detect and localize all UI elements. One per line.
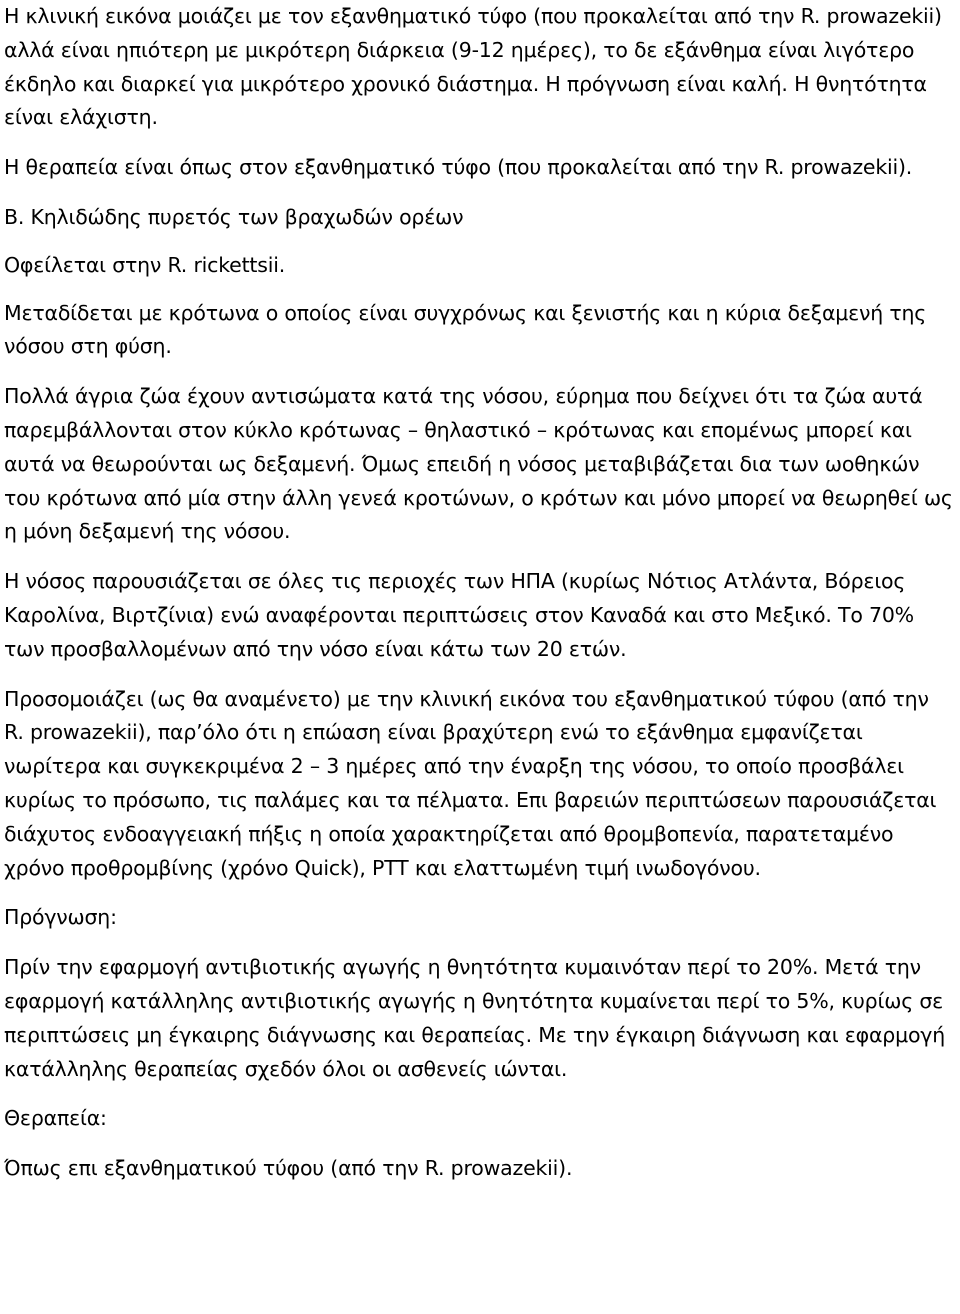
heading-therapy: Θεραπεία:	[4, 1106, 107, 1131]
paragraph-therapy: Όπως επι εξανθηματικού τύφου (από την R. prowazekii).	[4, 1156, 573, 1181]
paragraph-transmission: Μεταδίδεται με κρότωνα ο οποίος είναι συγχρόνως και ξενιστής και η κύρια δεξαμενή της νόσου στη φύση.	[4, 300, 927, 359]
paragraph-cause: Οφείλεται στην R. rickettsii.	[4, 252, 286, 277]
paragraph-symptoms: Προσομοιάζει (ως θα αναμένετο) με την κλινική εικόνα του εξανθηματικού τύφου (από την R. prowazekii), παρ’όλο ότι η επώαση είναι βραχύτερη ενώ το εξάνθημα εμφανίζεται νωρίτερα και συγκεκριμένα 2 – 3 ημέρες από την έναρξη της νόσου, το οποίο προσβάλει κυρίως το πρόσωπο, τις παλάμες και τα πέλματα. Επι βαρειών περιπτώσεων παρουσιάζεται διάχυτος ενδοαγγειακή πήξις η οποία χαρακτηρίζεται από θρομβοπενία, παρατεταμένο χρόνο προθρομβίνης (χρόνο Quick), PTT και ελαττωμένη τιμή ινωδογόνου.	[4, 686, 937, 880]
paragraph-geography: Η νόσος παρουσιάζεται σε όλες τις περιοχές των ΗΠΑ (κυρίως Νότιος Ατλάντα, Βόρειος Καρολίνα, Βιρτζίνια) ενώ αναφέρονται περιπτώσεις στον Καναδά και στο Μεξικό. Το 70% των προσβαλλομένων από την νόσο είναι κάτω των 20 ετών.	[4, 569, 914, 661]
section-heading-rocky-mountain-fever: Β. Κηλιδώδης πυρετός των βραχωδών ορέων	[4, 204, 464, 229]
paragraph-reservoir: Πολλά άγρια ζώα έχουν αντισώματα κατά της νόσου, εύρημα που δείχνει ότι τα ζώα αυτά παρεμβάλλονται στον κύκλο κρότωνας – θηλαστικό – κρότωνας και επομένως μπορεί και αυτά να θεωρούνται ως δεξαμενή. Όμως επειδή η νόσος μεταβιβάζεται δια των ωοθηκών του κρότωνα από μία στην άλλη γενεά κροτώνων, ο κρότων και μόνο μπορεί να θεωρηθεί ως η μόνη δεξαμενή της νόσου.	[4, 384, 953, 544]
document-page	[4, 0, 954, 1202]
paragraph-prognosis: Πρίν την εφαρμογή αντιβιοτικής αγωγής η θνητότητα κυμαινόταν περί το 20%. Μετά την εφαρμογή κατάλληλης αντιβιοτικής αγωγής η θνητότητα κυμαίνεται περί το 5%, κυρίως σε περιπτώσεις μη έγκαιρης διάγνωσης και θεραπείας. Με την έγκαιρη διάγνωση και εφαρμογή κατάλληλης θεραπείας σχεδόν όλοι οι ασθενείς ιώνται.	[4, 955, 946, 1081]
heading-prognosis: Πρόγνωση:	[4, 905, 117, 930]
paragraph-treatment: Η θεραπεία είναι όπως στον εξανθηματικό τύφο (που προκαλείται από την R. prowazekii).	[4, 155, 913, 180]
paragraph-clinical-picture: Η κλινική εικόνα μοιάζει με τον εξανθηματικό τύφο (που προκαλείται από την R. prowazekii) αλλά είναι ηπιότερη με μικρότερη διάρκεια (9-12 ημέρες), το δε εξάνθημα είναι λιγότερο έκδηλο και διαρκεί για μικρότερο χρονικό διάστημα. Η πρόγνωση είναι καλή. Η θνητότητα είναι ελάχιστη.	[4, 4, 942, 130]
